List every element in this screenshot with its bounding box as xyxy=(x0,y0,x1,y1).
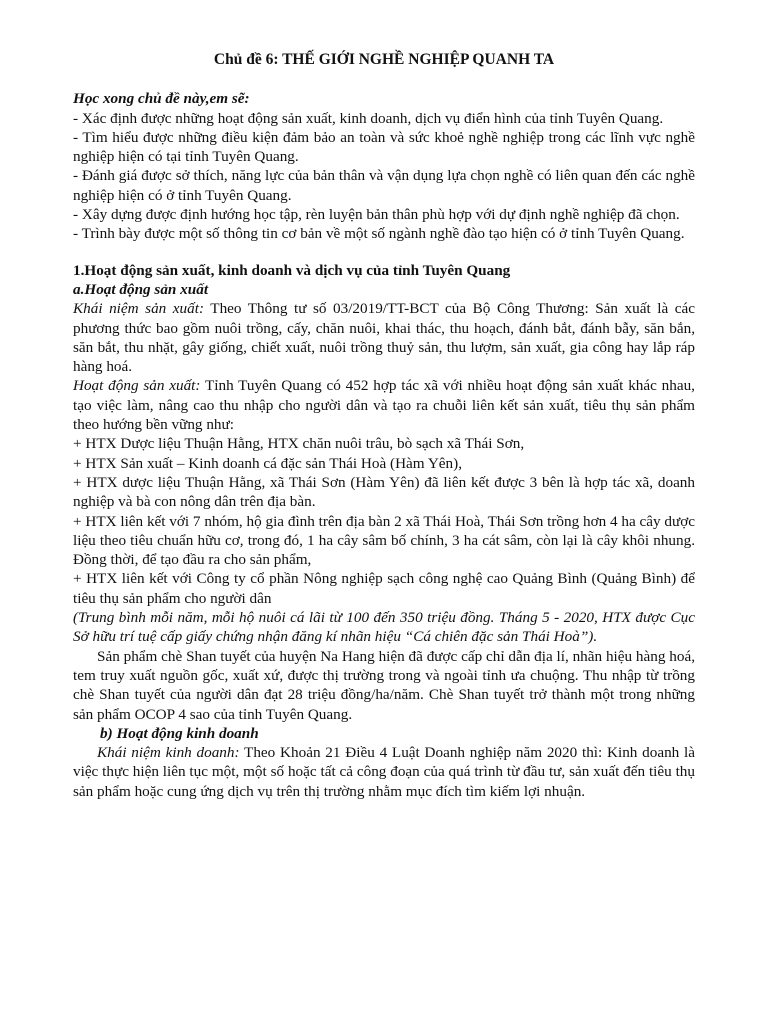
page-title: Chủ đề 6: THẾ GIỚI NGHỀ NGHIỆP QUANH TA xyxy=(213,51,555,68)
cooperative-item: + HTX Dược liệu Thuận Hằng, HTX chăn nuôi trâu, bò sạch xã Thái Sơn, xyxy=(73,435,525,453)
production-concept-paragraph xyxy=(73,299,695,376)
cooperative-item: + HTX Sản xuất – Kinh doanh cá đặc sản Thái Hoà (Hàm Yên), xyxy=(73,454,462,472)
shan-tea-paragraph: Sản phẩm chè Shan tuyết của huyện Na Hang hiện đã được cấp chỉ dẫn địa lí, nhãn hiệu hàng hoá, tem truy xuất nguồn gốc, xuất xứ, được thị trường trong và ngoài tỉnh ưa chuộng. Thu nhập từ trồng chè Shan tuyết của người dân đạt 28 triệu đồng/ha/năm. Chè Shan tuyết trở thành một trong những sản phẩm OCOP 4 sao của tỉnh Tuyên Quang. xyxy=(73,647,695,723)
subsection-a-heading: a.Hoạt động sản xuất xyxy=(73,280,209,298)
cooperative-item: + HTX dược liệu Thuận Hằng, xã Thái Sơn (Hàm Yên) đã liên kết được 3 bên là hợp tác xã, doanh nghiệp và bà con nông dân trên địa bàn. xyxy=(73,473,695,511)
business-concept-label: Khái niệm kinh doanh: xyxy=(97,744,240,762)
objective-item: - Trình bày được một số thông tin cơ bản về một số ngành nghề đào tạo hiện có ở tỉnh Tuyên Quang. xyxy=(73,225,685,243)
production-activity-text: Tỉnh Tuyên Quang có 452 hợp tác xã với nhiều hoạt động sản xuất khác nhau, tạo việc làm, nâng cao thu nhập cho người dân và tạo ra chuỗi liên kết sản xuất, tiêu thụ sản phẩm theo hướng bền vững như: xyxy=(73,377,695,434)
objectives-heading: Học xong chủ đề này,em sẽ: xyxy=(73,90,250,108)
production-concept-label: Khái niệm sản xuất: xyxy=(73,300,205,318)
objective-item: - Tìm hiểu được những điều kiện đảm bảo an toàn và sức khoẻ nghề nghiệp trong các lĩnh vực nghề nghiệp hiện có tại tỉnh Tuyên Quang. xyxy=(73,128,695,166)
objective-item: - Xây dựng được định hướng học tập, rèn luyện bản thân phù hợp với dự định nghề nghiệp đã chọn. xyxy=(73,206,680,224)
production-concept-text: Theo Thông tư số 03/2019/TT-BCT của Bộ Công Thương: Sản xuất là các phương thức bao gồm nuôi trồng, cấy, chăn nuôi, khai thác, thu hoạch, đánh bắt, đánh bẫy, săn bắn, săn bắt, thu nhặt, gây giống, chiết xuất, nuôi trồng thuỷ sản, thu lượm, sản xuất, gia công hay lắp ráp hàng hoá. xyxy=(73,300,695,376)
spacer xyxy=(73,244,695,261)
production-activity-label: Hoạt động sản xuất: xyxy=(73,377,201,395)
business-concept-text: Theo Khoản 21 Điều 4 Luật Doanh nghiệp năm 2020 thì: Kinh doanh là việc thực hiện liên tục một, một số hoặc tất cả công đoạn của quá trình từ đầu tư, sản xuất đến tiêu thụ sản phẩm hoặc cung ứng dịch vụ trên thị trường nhằm mục đích tìm kiếm lợi nhuận. xyxy=(73,744,696,800)
section-heading: 1.Hoạt động sản xuất, kinh doanh và dịch vụ của tỉnh Tuyên Quang xyxy=(73,261,511,279)
cooperative-item: + HTX liên kết với Công ty cổ phần Nông nghiệp sạch công nghệ cao Quảng Bình (Quảng Bình) để tiêu thụ sản phẩm cho người dân xyxy=(73,570,695,607)
business-concept-paragraph xyxy=(73,743,695,801)
income-note: (Trung bình mỗi năm, mỗi hộ nuôi cá lãi từ 100 đến 350 triệu đồng. Tháng 5 - 2020, HTX được Cục Sở hữu trí tuệ cấp giấy chứng nhận đăng kí nhãn hiệu “Cá chiên đặc sản Thái Hoà”). xyxy=(73,609,695,646)
production-activity-paragraph xyxy=(73,376,695,434)
subsection-b-heading: b) Hoạt động kinh doanh xyxy=(100,724,259,742)
objective-item: - Đánh giá được sở thích, năng lực của bản thân và vận dụng lựa chọn nghề có liên quan đến các nghề nghiệp hiện có ở tỉnh Tuyên Quang. xyxy=(73,167,695,204)
cooperative-item: + HTX liên kết với 7 nhóm, hộ gia đình trên địa bàn 2 xã Thái Hoà, Thái Sơn trồng hơn 4 ha cây dược liệu theo tiêu chuẩn hữu cơ, trong đó, 1 ha cây sâm bố chính, 3 ha cát sâm, còn lại là cây khôi nhung. Đồng thời, để tạo đầu ra cho sản phẩm, xyxy=(73,512,695,569)
objective-item: - Xác định được những hoạt động sản xuất, kinh doanh, dịch vụ điển hình của tỉnh Tuyên Quang. xyxy=(73,109,664,127)
